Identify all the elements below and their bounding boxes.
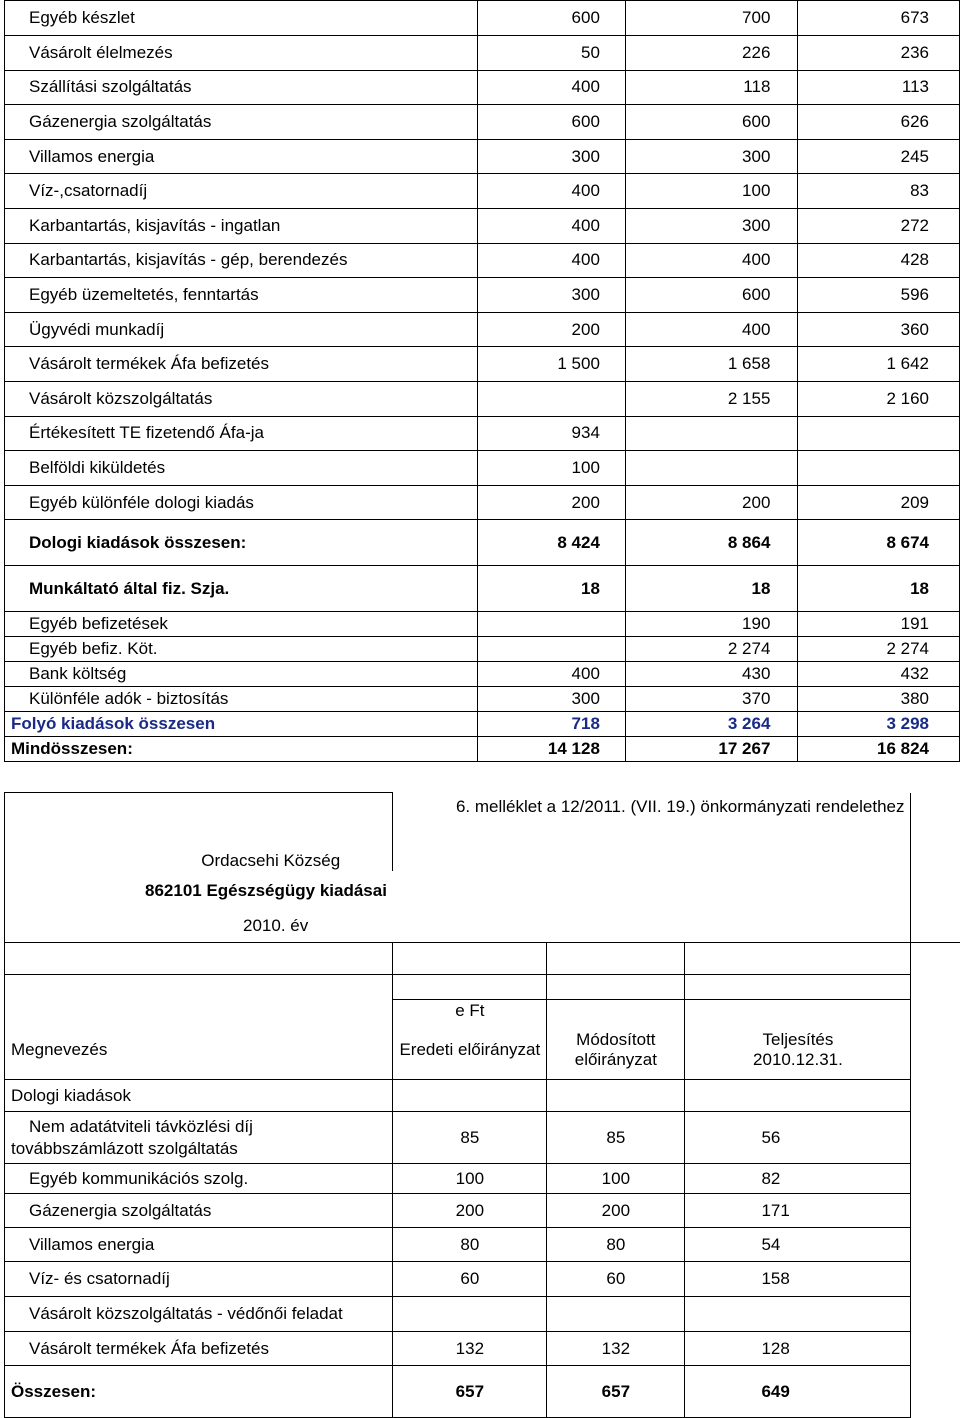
row-original: 657 — [393, 1366, 547, 1418]
row-actual: 2 160 — [798, 381, 960, 416]
row-modified: 430 — [625, 662, 798, 687]
row-actual: 360 — [798, 312, 960, 347]
row-label: Folyó kiadások összesen — [5, 712, 478, 737]
row-label: Ügyvédi munkadíj — [5, 312, 478, 347]
table-row — [5, 612, 960, 637]
row-modified: 100 — [625, 174, 798, 209]
row-modified: 400 — [625, 312, 798, 347]
table-row — [5, 208, 960, 243]
row-modified: 190 — [625, 612, 798, 637]
table-row — [5, 347, 960, 382]
row-original: 1 500 — [478, 347, 626, 382]
row-actual: 245 — [798, 139, 960, 174]
row-actual: 56 — [685, 1112, 911, 1164]
row-modified: 400 — [625, 243, 798, 278]
report-year: 2010. év — [5, 911, 393, 943]
row-original — [478, 612, 626, 637]
row-original: 8 424 — [478, 520, 626, 566]
row-label: Vásárolt közszolgáltatás — [5, 381, 478, 416]
row-modified: 2 155 — [625, 381, 798, 416]
row-label: Nem adatátviteli távközlési díj továbbszámlázott szolgáltatás — [5, 1112, 393, 1164]
table-row — [5, 1228, 960, 1262]
unit-label: e Ft — [393, 1000, 547, 1022]
row-modified: 118 — [625, 70, 798, 105]
row-actual — [685, 1297, 911, 1332]
table-row — [5, 243, 960, 278]
row-original: 300 — [478, 687, 626, 712]
table-row — [5, 737, 960, 762]
category-label: Dologi kiadások — [5, 1080, 393, 1112]
row-label: Belföldi kiküldetés — [5, 451, 478, 486]
row-modified — [625, 451, 798, 486]
total-row — [5, 1366, 960, 1418]
top-expense-table — [4, 0, 960, 762]
row-actual: 3 298 — [798, 712, 960, 737]
row-original: 100 — [393, 1164, 547, 1194]
row-original: 60 — [393, 1262, 547, 1297]
row-actual: 209 — [798, 485, 960, 520]
row-label: Vásárolt élelmezés — [5, 36, 478, 71]
row-modified: 132 — [547, 1332, 685, 1366]
row-label: Összesen: — [5, 1366, 393, 1418]
row-label: Karbantartás, kisjavítás - ingatlan — [5, 208, 478, 243]
table-row — [5, 1194, 960, 1228]
row-modified: 200 — [625, 485, 798, 520]
row-original — [478, 637, 626, 662]
row-actual: 113 — [798, 70, 960, 105]
row-actual: 54 — [685, 1228, 911, 1262]
row-modified: 226 — [625, 36, 798, 71]
row-label: Víz- és csatornadíj — [5, 1262, 393, 1297]
row-actual: 236 — [798, 36, 960, 71]
row-actual: 158 — [685, 1262, 911, 1297]
row-label: Munkáltató által fiz. Szja. — [5, 566, 478, 612]
row-original — [393, 1297, 547, 1332]
row-original: 85 — [393, 1112, 547, 1164]
row-label: Értékesített TE fizetendő Áfa-ja — [5, 416, 478, 451]
row-label: Karbantartás, kisjavítás - gép, berendezés — [5, 243, 478, 278]
col-header-name: Megnevezés — [5, 1022, 393, 1080]
row-original: 200 — [393, 1194, 547, 1228]
table-row — [5, 36, 960, 71]
col-header-original: Eredeti előirányzat — [393, 1022, 547, 1080]
row-original: 600 — [478, 105, 626, 140]
row-label: Egyéb különféle dologi kiadás — [5, 485, 478, 520]
row-actual: 649 — [685, 1366, 911, 1418]
row-actual: 8 674 — [798, 520, 960, 566]
table-row — [5, 637, 960, 662]
row-actual — [798, 451, 960, 486]
table-row — [5, 1262, 960, 1297]
row-modified: 657 — [547, 1366, 685, 1418]
row-label: Dologi kiadások összesen: — [5, 520, 478, 566]
row-label: Egyéb befizetések — [5, 612, 478, 637]
row-actual: 596 — [798, 278, 960, 313]
row-original: 300 — [478, 278, 626, 313]
table-row — [5, 139, 960, 174]
col-header-modified: Módosított előirányzat — [547, 1022, 685, 1080]
row-label: Gázenergia szolgáltatás — [5, 1194, 393, 1228]
row-actual: 82 — [685, 1164, 911, 1194]
row-label: Gázenergia szolgáltatás — [5, 105, 478, 140]
row-label: Egyéb készlet — [5, 1, 478, 36]
row-original — [478, 381, 626, 416]
row-actual: 1 642 — [798, 347, 960, 382]
table-row — [5, 278, 960, 313]
row-actual: 673 — [798, 1, 960, 36]
row-original: 934 — [478, 416, 626, 451]
row-modified: 2 274 — [625, 637, 798, 662]
row-original: 200 — [478, 312, 626, 347]
table-row — [5, 566, 960, 612]
row-original: 400 — [478, 174, 626, 209]
row-actual: 18 — [798, 566, 960, 612]
row-actual: 83 — [798, 174, 960, 209]
row-original: 14 128 — [478, 737, 626, 762]
row-label: Vásárolt termékek Áfa befizetés — [5, 347, 478, 382]
table-row — [5, 712, 960, 737]
section-title: 862101 Egészségügy kiadásai — [5, 871, 393, 911]
table-row — [5, 1297, 960, 1332]
row-original: 600 — [478, 1, 626, 36]
row-original: 400 — [478, 243, 626, 278]
row-modified: 60 — [547, 1262, 685, 1297]
row-label: Egyéb befiz. Köt. — [5, 637, 478, 662]
row-label: Egyéb üzemeltetés, fenntartás — [5, 278, 478, 313]
row-label: Vásárolt termékek Áfa befizetés — [5, 1332, 393, 1366]
row-modified: 17 267 — [625, 737, 798, 762]
table-row — [5, 416, 960, 451]
table-row — [5, 1164, 960, 1194]
municipality-name: Ordacsehi Község — [5, 821, 393, 871]
table-row — [5, 1, 960, 36]
annex-note: 6. melléklet a 12/2011. (VII. 19.) önkormányzati rendelethez — [393, 793, 911, 821]
row-modified — [625, 416, 798, 451]
row-label: Egyéb kommunikációs szolg. — [5, 1164, 393, 1194]
row-label: Mindösszesen: — [5, 737, 478, 762]
row-original: 132 — [393, 1332, 547, 1366]
table-row — [5, 662, 960, 687]
row-modified: 300 — [625, 208, 798, 243]
row-actual: 2 274 — [798, 637, 960, 662]
row-modified — [547, 1297, 685, 1332]
row-label: Víz-,csatornadíj — [5, 174, 478, 209]
row-original: 200 — [478, 485, 626, 520]
row-modified: 3 264 — [625, 712, 798, 737]
table-row — [5, 1112, 960, 1164]
health-expense-table — [4, 792, 960, 1418]
row-modified: 700 — [625, 1, 798, 36]
row-actual: 380 — [798, 687, 960, 712]
row-actual: 432 — [798, 662, 960, 687]
row-original: 300 — [478, 139, 626, 174]
col-header-actual: Teljesítés 2010.12.31. — [685, 1022, 911, 1080]
table-row — [5, 687, 960, 712]
row-modified: 600 — [625, 105, 798, 140]
row-actual: 626 — [798, 105, 960, 140]
row-original: 50 — [478, 36, 626, 71]
row-actual: 16 824 — [798, 737, 960, 762]
row-actual: 128 — [685, 1332, 911, 1366]
row-label: Villamos energia — [5, 139, 478, 174]
table-row — [5, 451, 960, 486]
row-original: 80 — [393, 1228, 547, 1262]
table-row — [5, 381, 960, 416]
row-modified: 600 — [625, 278, 798, 313]
row-actual — [798, 416, 960, 451]
row-original: 400 — [478, 208, 626, 243]
row-original: 100 — [478, 451, 626, 486]
row-label: Szállítási szolgáltatás — [5, 70, 478, 105]
table-row — [5, 520, 960, 566]
row-modified: 200 — [547, 1194, 685, 1228]
table-row — [5, 312, 960, 347]
row-actual: 428 — [798, 243, 960, 278]
row-original: 718 — [478, 712, 626, 737]
row-modified: 85 — [547, 1112, 685, 1164]
table-row — [5, 105, 960, 140]
row-modified: 300 — [625, 139, 798, 174]
table-row — [5, 1332, 960, 1366]
row-label: Bank költség — [5, 662, 478, 687]
row-label: Különféle adók - biztosítás — [5, 687, 478, 712]
row-actual: 191 — [798, 612, 960, 637]
table-row — [5, 70, 960, 105]
table-row — [5, 174, 960, 209]
row-modified: 80 — [547, 1228, 685, 1262]
row-label: Villamos energia — [5, 1228, 393, 1262]
row-modified: 8 864 — [625, 520, 798, 566]
row-original: 400 — [478, 662, 626, 687]
row-modified: 370 — [625, 687, 798, 712]
row-modified: 1 658 — [625, 347, 798, 382]
row-actual: 272 — [798, 208, 960, 243]
row-modified: 100 — [547, 1164, 685, 1194]
row-original: 400 — [478, 70, 626, 105]
row-modified: 18 — [625, 566, 798, 612]
row-original: 18 — [478, 566, 626, 612]
table-row — [5, 485, 960, 520]
row-actual: 171 — [685, 1194, 911, 1228]
row-label: Vásárolt közszolgáltatás - védőnői feladat — [5, 1297, 393, 1332]
